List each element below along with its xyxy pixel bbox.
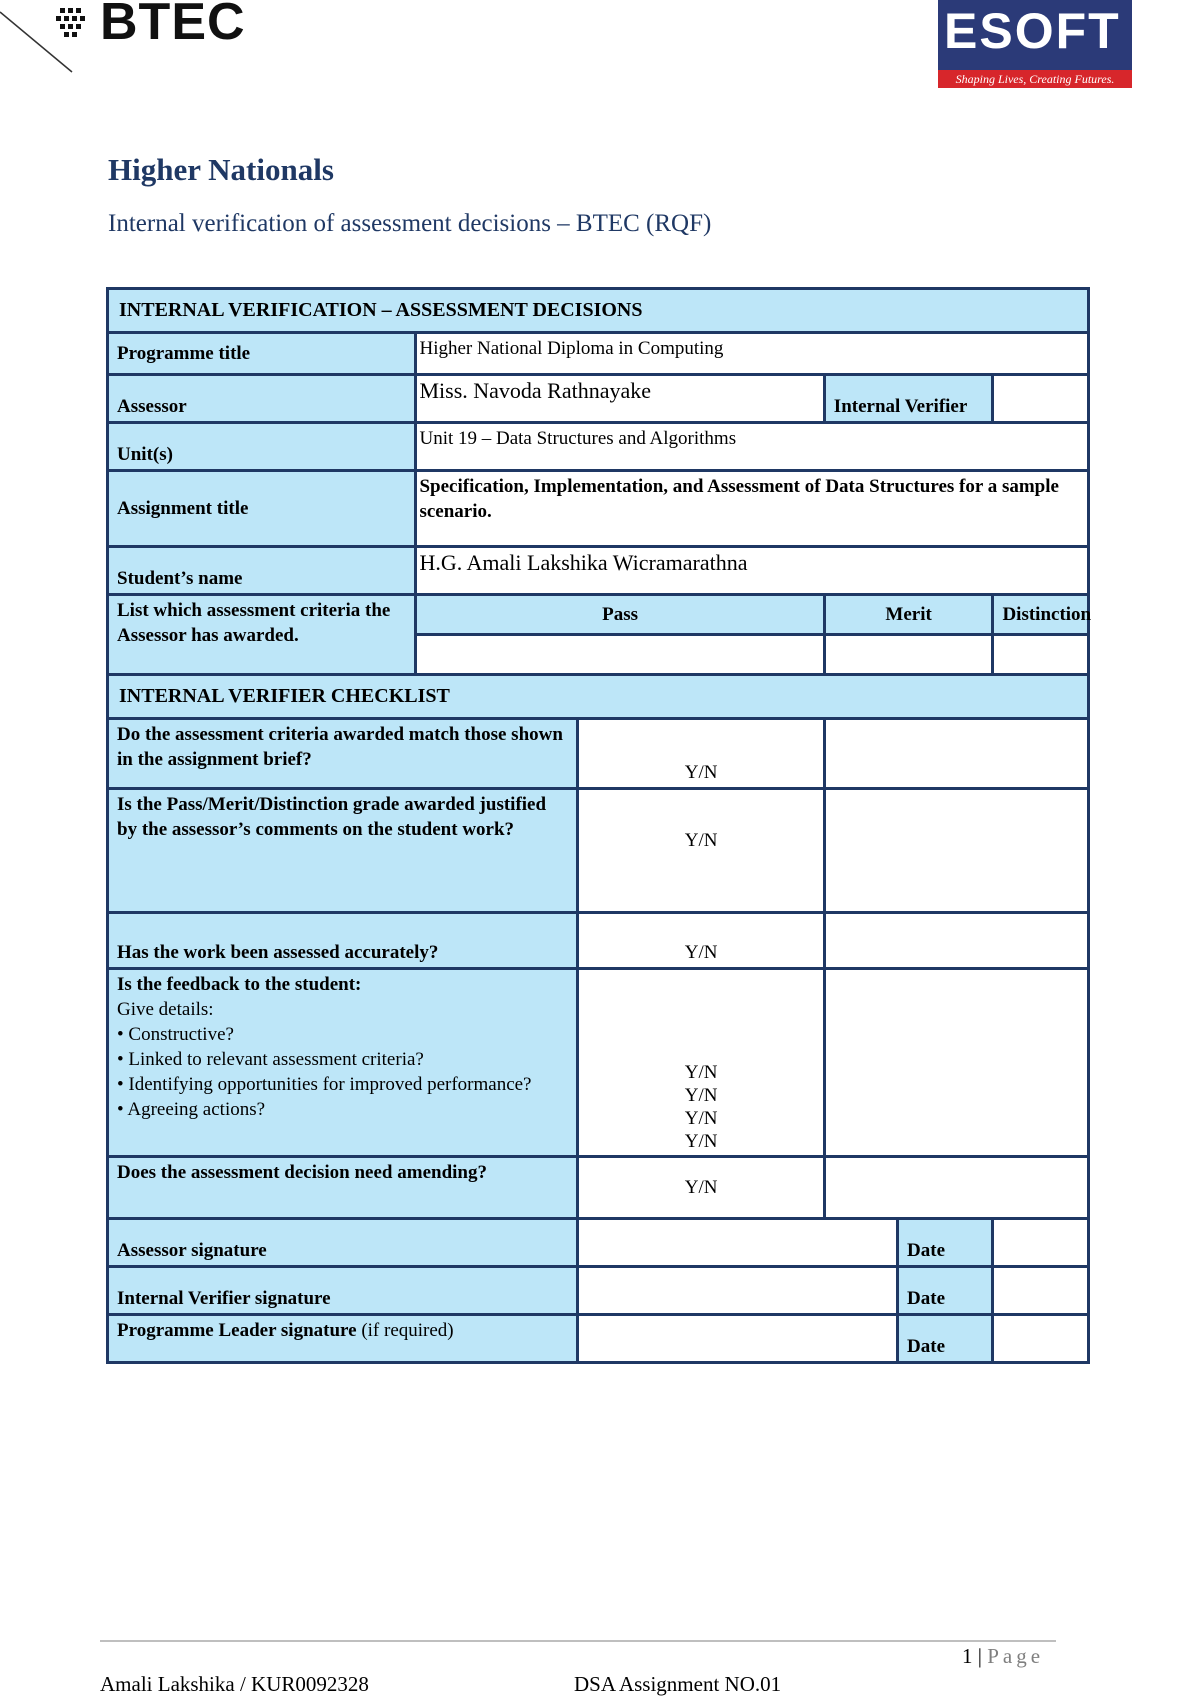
page-number-value: 1 <box>962 1644 973 1668</box>
yn-answer[interactable]: Y/N <box>578 1157 824 1219</box>
date-label: Date <box>898 1267 993 1315</box>
assignment-title-label: Assignment title <box>108 471 416 547</box>
leader-signature-field[interactable] <box>578 1315 898 1363</box>
programme-title-value[interactable]: Higher National Diploma in Computing <box>416 333 1089 375</box>
checklist-comment[interactable] <box>824 719 1088 789</box>
yn-answer[interactable]: Y/N <box>684 1062 718 1083</box>
assessor-signature-label: Assessor signature <box>108 1219 578 1267</box>
page-number-separator: | <box>972 1644 988 1668</box>
assessor-value[interactable]: Miss. Navoda Rathnayake <box>416 375 824 423</box>
awarded-criteria-label: List which assessment criteria the Assessor has awarded. <box>108 595 416 675</box>
student-name-label: Student’s name <box>108 547 416 595</box>
feedback-bullet: • Linked to relevant assessment criteria? <box>117 1049 424 1070</box>
date-label: Date <box>898 1219 993 1267</box>
checklist-comment[interactable] <box>824 913 1088 969</box>
checklist-question-criteria-match: Do the assessment criteria awarded match those shown in the assignment brief? <box>108 719 578 789</box>
date-label: Date <box>898 1315 993 1363</box>
yn-answer[interactable]: Y/N <box>684 1085 718 1106</box>
yn-answer[interactable]: Y/N <box>684 1108 718 1129</box>
page-word: Page <box>987 1644 1045 1668</box>
pass-header: Pass <box>416 595 824 635</box>
section-header-checklist: INTERNAL VERIFIER CHECKLIST <box>108 675 1089 719</box>
esoft-logo-text: ESOFT <box>944 3 1121 59</box>
checklist-comment[interactable] <box>824 969 1088 1157</box>
footer-assignment: DSA Assignment NO.01 <box>574 1672 782 1696</box>
leader-date-field[interactable] <box>993 1315 1089 1363</box>
checklist-comment[interactable] <box>824 789 1088 913</box>
leader-signature-note: (if required) <box>356 1320 454 1341</box>
student-name-value[interactable]: H.G. Amali Lakshika Wicramarathna <box>416 547 1089 595</box>
esoft-tagline: Shaping Lives, Creating Futures. <box>938 70 1132 88</box>
section-header-decisions: INTERNAL VERIFICATION – ASSESSMENT DECISIONS <box>108 289 1089 333</box>
assignment-title-value[interactable]: Specification, Implementation, and Assessment of Data Structures for a sample scenario. <box>416 471 1089 547</box>
feedback-bullet: • Identifying opportunities for improved performance? <box>117 1074 532 1095</box>
programme-title-label: Programme title <box>108 333 416 375</box>
checklist-question-assessed-accurately: Has the work been assessed accurately? <box>108 913 578 969</box>
internal-verifier-label: Internal Verifier <box>824 375 993 423</box>
verifier-signature-label: Internal Verifier signature <box>108 1267 578 1315</box>
page-number <box>962 1644 1044 1669</box>
leader-signature-label-cell <box>108 1315 578 1363</box>
footer-divider <box>100 1640 1056 1642</box>
checklist-comment[interactable] <box>824 1157 1088 1219</box>
btec-logo-text: BTEC <box>100 0 246 51</box>
leader-signature-label: Programme Leader signature <box>117 1320 357 1341</box>
footer-author: Amali Lakshika / KUR0092328 <box>100 1672 369 1696</box>
document-subtitle: Internal verification of assessment decisions – BTEC (RQF) <box>108 210 712 237</box>
verifier-date-field[interactable] <box>993 1267 1089 1315</box>
merit-value[interactable] <box>824 635 993 675</box>
distinction-header: Distinction <box>993 595 1089 635</box>
yn-answer-group[interactable] <box>578 969 824 1157</box>
feedback-bullet: • Constructive? <box>117 1024 234 1045</box>
assessor-signature-field[interactable] <box>578 1219 898 1267</box>
feedback-bullet: • Agreeing actions? <box>117 1099 266 1120</box>
merit-header: Merit <box>824 595 993 635</box>
feedback-bullet-list <box>117 1022 568 1122</box>
feedback-question-title: Is the feedback to the student: <box>117 974 362 995</box>
yn-answer[interactable]: Y/N <box>684 1131 718 1152</box>
checklist-question-feedback <box>108 969 578 1157</box>
distinction-value[interactable] <box>993 635 1089 675</box>
document-title: Higher Nationals <box>108 152 334 187</box>
checklist-question-grade-justified: Is the Pass/Merit/Distinction grade awarded justified by the assessor’s comments on the student work? <box>108 789 578 913</box>
yn-answer[interactable]: Y/N <box>578 719 824 789</box>
units-value[interactable]: Unit 19 – Data Structures and Algorithms <box>416 423 1089 471</box>
assessor-label: Assessor <box>108 375 416 423</box>
esoft-logo <box>938 0 1132 88</box>
verifier-signature-field[interactable] <box>578 1267 898 1315</box>
yn-answer[interactable]: Y/N <box>578 789 824 913</box>
internal-verifier-value[interactable] <box>993 375 1089 423</box>
feedback-give-details: Give details: <box>117 999 214 1020</box>
btec-logo <box>56 0 276 51</box>
units-label: Unit(s) <box>108 423 416 471</box>
assessor-date-field[interactable] <box>993 1219 1089 1267</box>
btec-logo-dots <box>56 4 96 40</box>
verification-form <box>106 287 1090 1364</box>
checklist-question-decision-amend: Does the assessment decision need amending? <box>108 1157 578 1219</box>
yn-answer[interactable]: Y/N <box>578 913 824 969</box>
pass-value[interactable] <box>416 635 824 675</box>
